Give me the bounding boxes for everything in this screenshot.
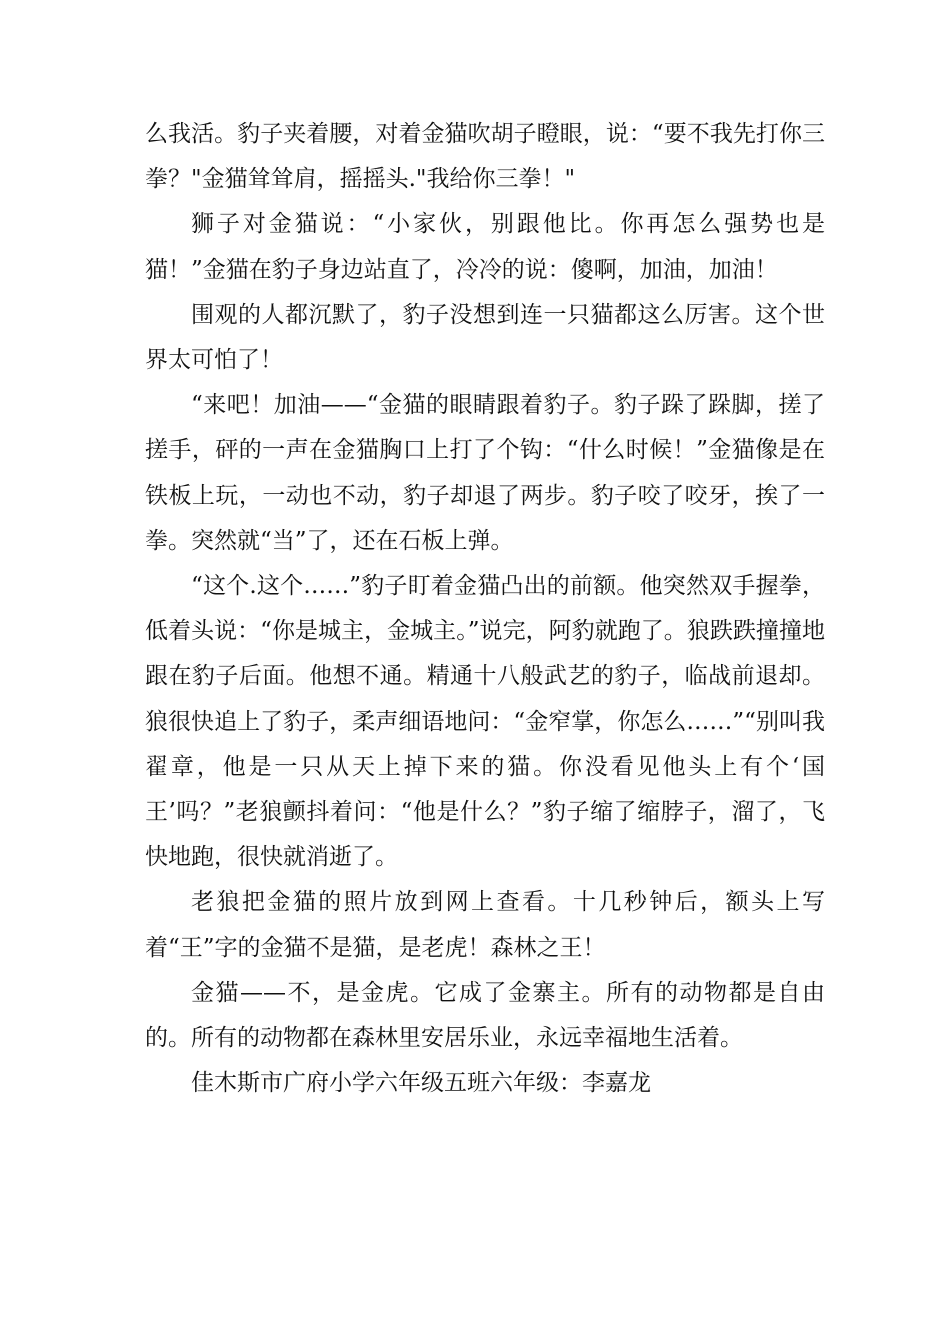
paragraph-2: 狮子对金猫说：“小家伙，别跟他比。你再怎么强势也是猫！”金猫在豹子身边站直了，冷冷的说：傻啊，加油，加油！	[145, 211, 825, 283]
author-line: 佳木斯市广府小学六年级五班六年级：李嘉龙	[191, 1070, 651, 1097]
paragraph-4: “来吧！加油——“金猫的眼睛跟着豹子。豹子跺了跺脚，搓了搓手，砰的一声在金猫胸口上打了个钩：“什么时候！”金猫像是在铁板上玩，一动也不动，豹子却退了两步。豹子咬了咬牙，挨了一拳。突然就“当”了，还在石板上弹。	[145, 392, 825, 554]
article-body	[145, 112, 825, 1106]
paragraph-1: 么我活。豹子夹着腰，对着金猫吹胡子瞪眼，说：“要不我先打你三拳？"金猫耸耸肩，摇摇头."我给你三拳！"	[145, 121, 825, 193]
paragraph-5: “这个.这个……”豹子盯着金猫凸出的前额。他突然双手握拳，低着头说：“你是城主，金城主。”说完，阿豹就跑了。狼跌跌撞撞地跟在豹子后面。他想不通。精通十八般武艺的豹子，临战前退却。狼很快追上了豹子，柔声细语地问：“金窄掌，你怎么……”“别叫我翟章，他是一只从天上掉下来的猫。你没看见他头上有个‘国王’吗？”老狼颤抖着问：“他是什么？”豹子缩了缩脖子，溜了，飞快地跑，很快就消逝了。	[145, 573, 825, 871]
paragraph-3: 围观的人都沉默了，豹子没想到连一只猫都这么厉害。这个世界太可怕了！	[145, 301, 825, 374]
paragraph-7: 金猫——不，是金虎。它成了金寨主。所有的动物都是自由的。所有的动物都在森林里安居乐业，永远幸福地生活着。	[145, 979, 825, 1052]
paragraph-6: 老狼把金猫的照片放到网上查看。十几秒钟后，额头上写着“王”字的金猫不是猫，是老虎！森林之王！	[145, 889, 825, 961]
